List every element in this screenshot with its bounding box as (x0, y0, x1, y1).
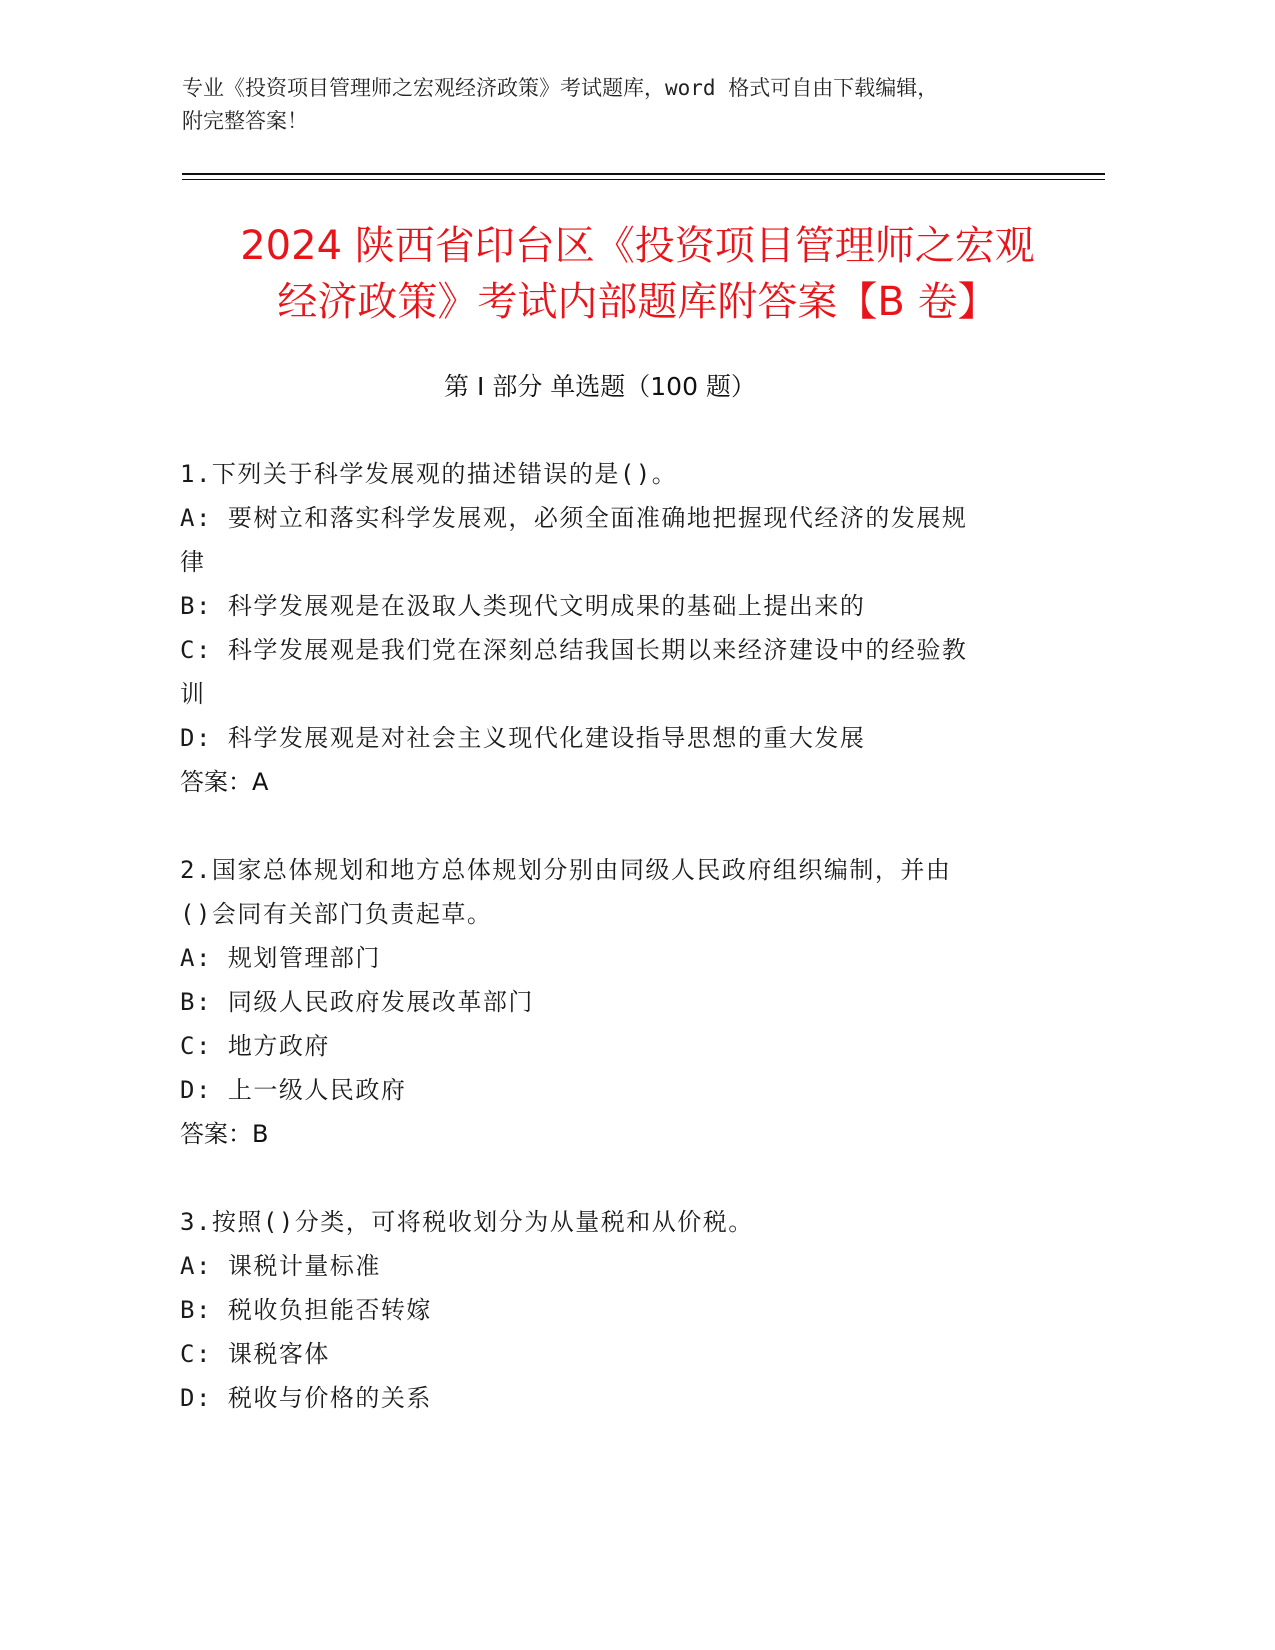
option-b: B: 税收负担能否转嫁 (180, 1296, 432, 1324)
option-c: C: 科学发展观是我们党在深刻总结我国长期以来经济建设中的经验教 (180, 636, 968, 664)
question-stem-continued: ()会同有关部门负责起草。 (180, 900, 493, 928)
question-stem: 2.国家总体规划和地方总体规划分别由同级人民政府组织编制，并由 (180, 856, 952, 884)
document-title-line-1: 2024 陕西省印台区《投资项目管理师之宏观 (240, 223, 1035, 269)
question-stem: 3.按照()分类，可将税收划分为从量税和从价税。 (180, 1208, 754, 1236)
option-a-continued: 律 (180, 548, 206, 576)
question-item (180, 848, 1040, 1156)
option-c: C: 地方政府 (180, 1032, 330, 1060)
question-item (180, 1200, 1040, 1420)
option-b: B: 科学发展观是在汲取人类现代文明成果的基础上提出来的 (180, 592, 866, 620)
header-divider-thick (182, 173, 1105, 175)
option-a: A: 课税计量标准 (180, 1252, 381, 1280)
answer-line: 答案：B (180, 1120, 269, 1148)
section-heading: 第 I 部分 单选题（100 题） (444, 372, 756, 401)
option-d: D: 上一级人民政府 (180, 1076, 407, 1104)
option-c-continued: 训 (180, 680, 206, 708)
header-note (182, 72, 1082, 138)
header-divider-thin (182, 179, 1105, 180)
option-d: D: 税收与价格的关系 (180, 1384, 432, 1412)
question-list (180, 452, 1040, 1464)
answer-line: 答案：A (180, 768, 269, 796)
question-stem: 1.下列关于科学发展观的描述错误的是()。 (180, 460, 678, 488)
option-d: D: 科学发展观是对社会主义现代化建设指导思想的重大发展 (180, 724, 866, 752)
option-a: A: 规划管理部门 (180, 944, 381, 972)
header-note-line-2: 附完整答案！ (182, 109, 308, 133)
option-c: C: 课税客体 (180, 1340, 330, 1368)
question-item (180, 452, 1040, 804)
header-note-line-1: 专业《投资项目管理师之宏观经济政策》考试题库，word 格式可自由下载编辑， (182, 76, 939, 100)
document-title (150, 218, 1125, 330)
option-a: A: 要树立和落实科学发展观，必须全面准确地把握现代经济的发展规 (180, 504, 968, 532)
option-b: B: 同级人民政府发展改革部门 (180, 988, 534, 1016)
document-title-line-2: 经济政策》考试内部题库附答案【B 卷】 (277, 279, 998, 325)
